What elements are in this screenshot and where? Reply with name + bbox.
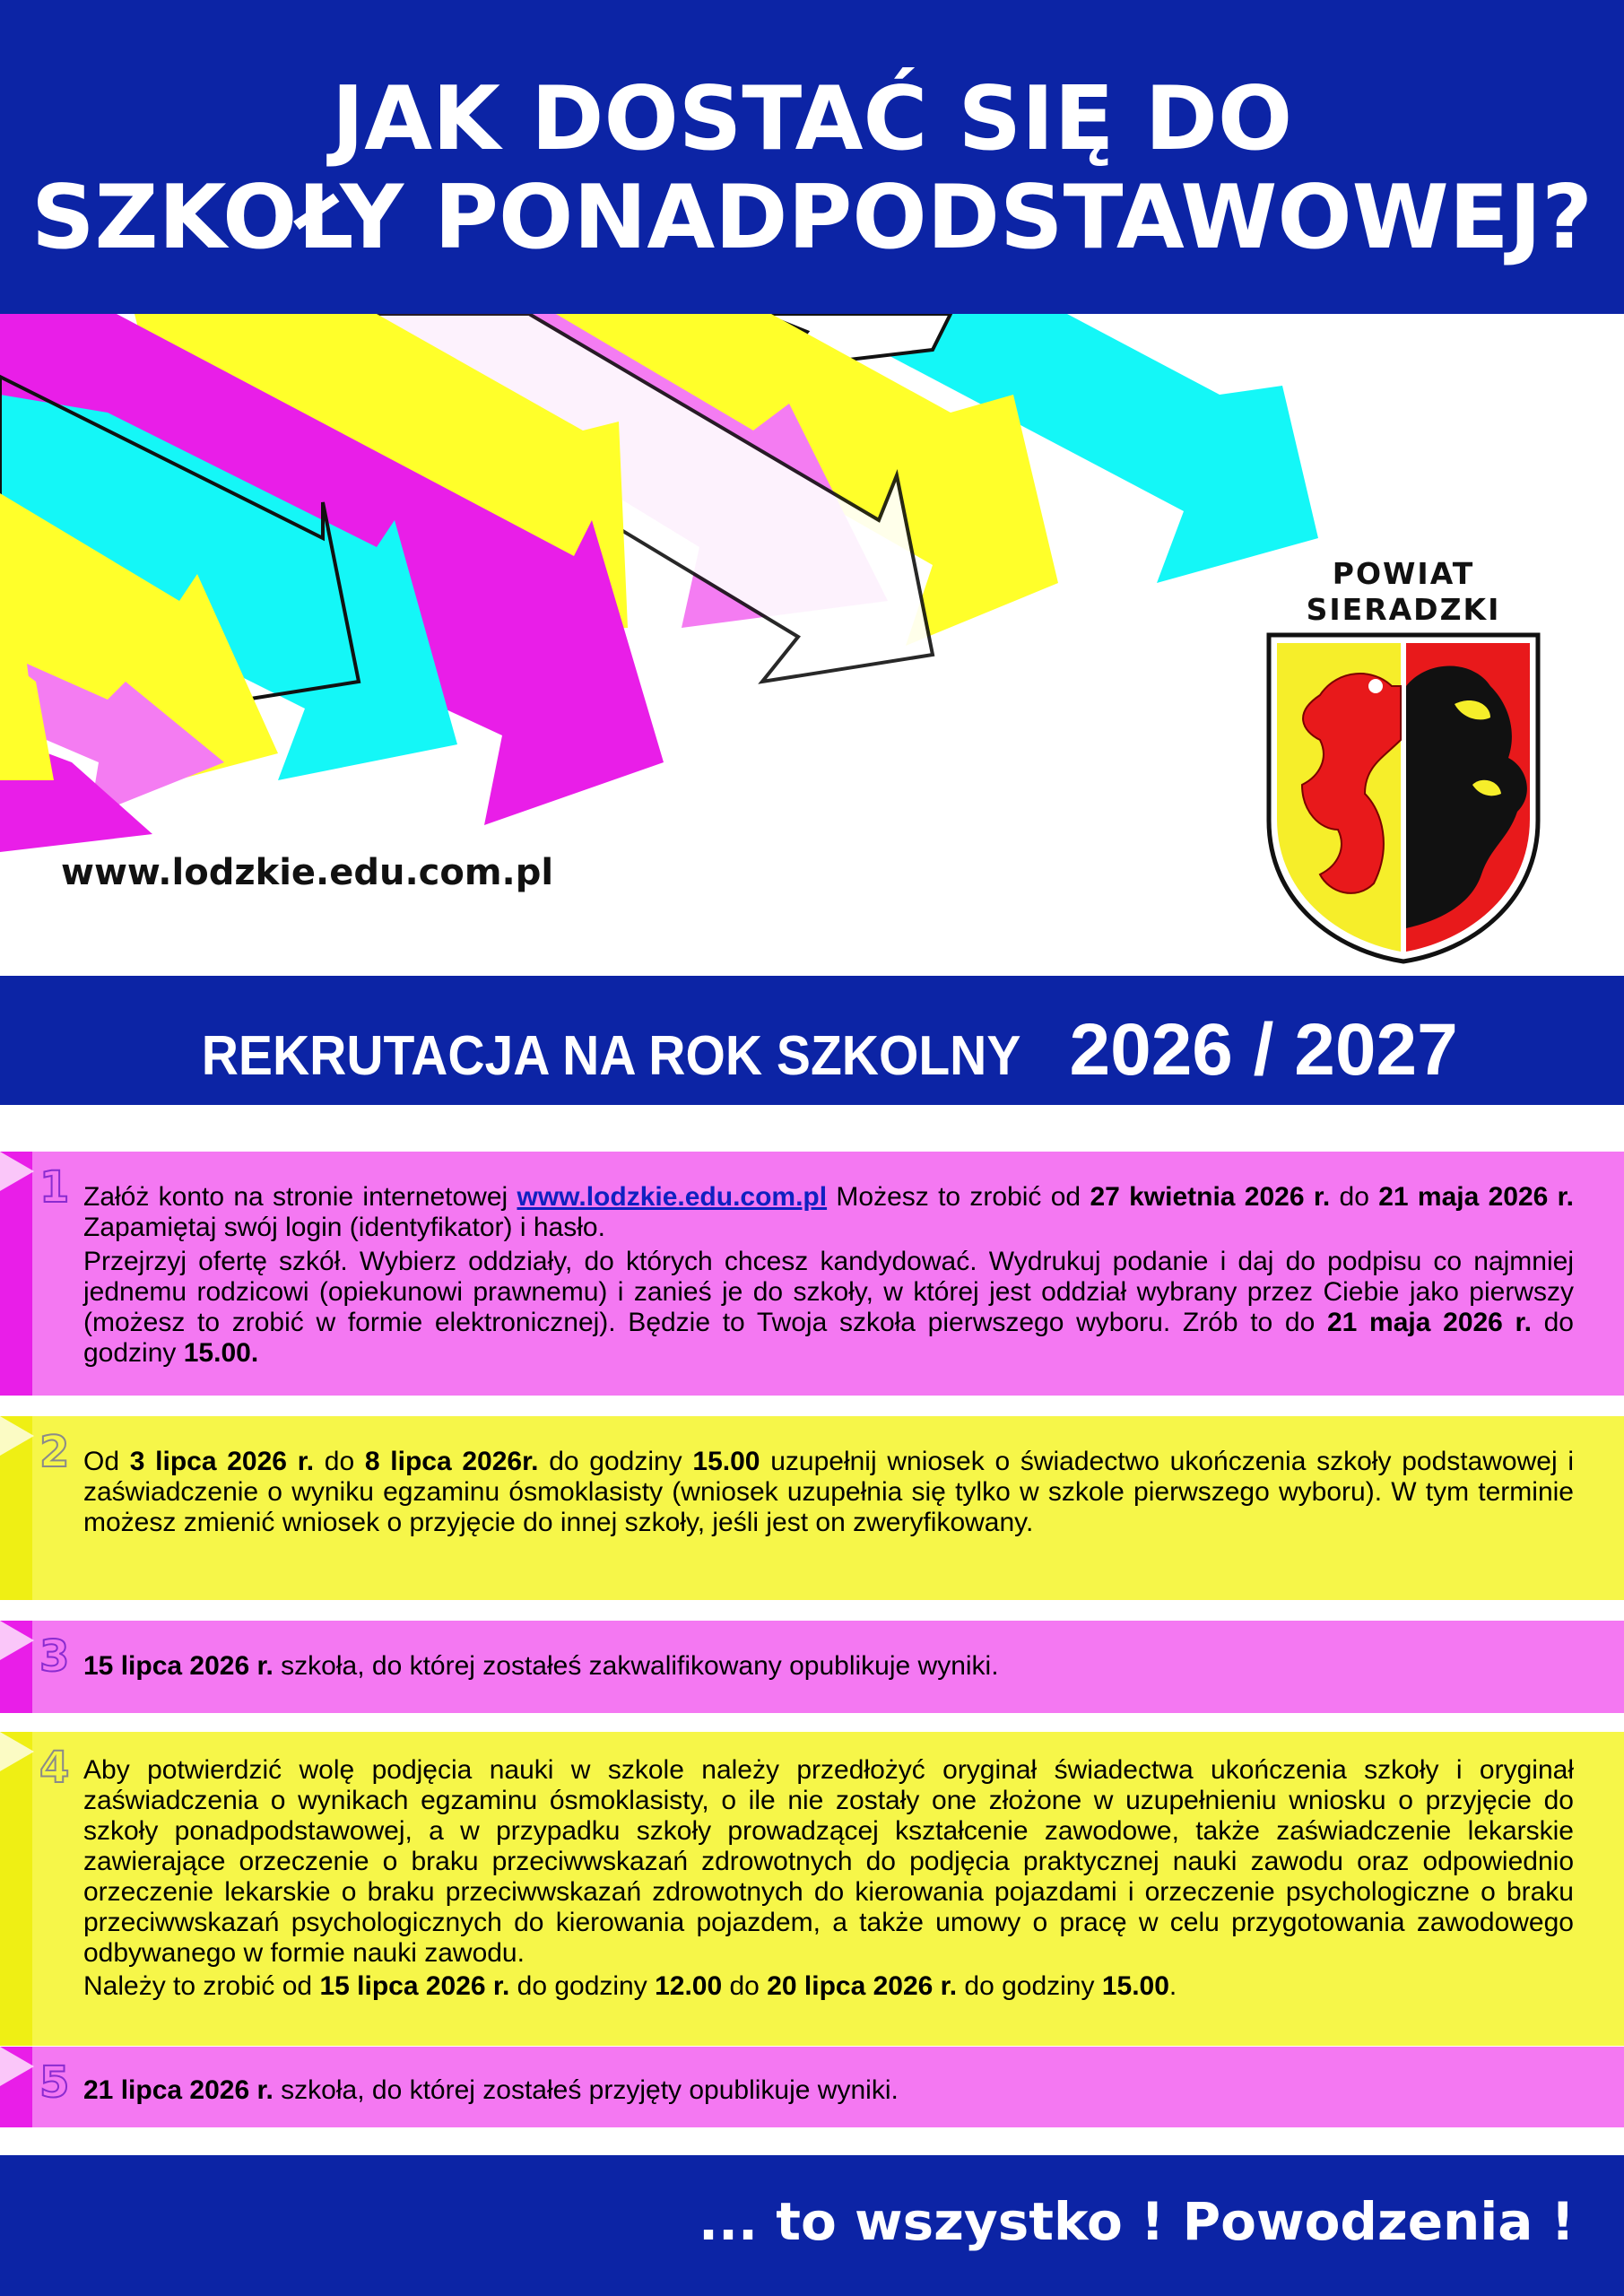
step-number: 5 [39,2057,70,2108]
step-number: 3 [39,1631,70,1682]
footer-text: ... to wszystko ! Powodzenia ! [698,2191,1575,2252]
step-arrow-icon [0,1416,34,1456]
footer-banner [0,2155,1624,2296]
step-5-text: 21 lipca 2026 r. szkoła, do której zostałeś przyjęty opublikuje wyniki. [83,2075,899,2105]
step-1 [0,1152,1624,1396]
step-number: 1 [39,1162,70,1213]
step-4-paragraph-2: Należy to zrobić od 15 lipca 2026 r. do godziny 12.00 do 20 lipca 2026 r. do godziny 15.00. [83,1971,1177,2001]
step-arrow-icon [0,2047,34,2086]
step-3-text: 15 lipca 2026 r. szkoła, do której zostałeś zakwalifikowany opublikuje wyniki. [83,1651,999,1681]
recruitment-banner [0,976,1624,1105]
step-1-paragraph-1: Załóż konto na stronie internetowej www.lodzkie.edu.com.pl Możesz to zrobić od 27 kwietnia 2026 r. do 21 maja 2026 r. Zapamiętaj swój login (identyfikator) i hasło. [83,1182,1574,1242]
recruitment-years: 2026 / 2027 [1069,1009,1458,1091]
step-2-text: Od 3 lipca 2026 r. do 8 lipca 2026r. do godziny 15.00 uzupełnij wniosek o świadectwo ukończenia szkoły podstawowej i zaświadczenie o wyniku egzaminu ósmoklasisty (wniosek uzupełnia się tylko w szkole pierwszego wyboru). W tym terminie możesz zmienić wniosek o przyjęcie do innej szkoły, jeśli jest on zweryfikowany. [83,1447,1575,1537]
coat-of-arms-icon [1266,632,1541,964]
step-arrow-icon [0,1152,34,1191]
step-4 [0,1732,1624,2046]
website-link[interactable]: www.lodzkie.edu.com.pl [517,1182,828,1212]
county-emblem [1260,556,1547,978]
step-stripe [0,1732,32,2046]
website-url[interactable]: www.lodzkie.edu.com.pl [61,852,554,893]
title-line-2: SZKOŁY PONADPODSTAWOWEJ? [30,167,1594,269]
title-line-1: JAK DOSTAĆ SIĘ DO [331,68,1293,170]
step-3 [0,1621,1624,1713]
step-1-paragraph-2: Przejrzyj ofertę szkół. Wybierz oddziały, do których chcesz kandydować. Wydrukuj podanie i daj do podpisu co najmniej jednemu rodzicowi (opiekunowi prawnemu) i zanieś je do szkoły, w której jest oddział wybrany przez Ciebie jako pierwszy (możesz to zrobić w formie elektronicznej). Będzie to Twoja szkoła pierwszego wyboru. Zrób to do 21 maja 2026 r. do godziny 15.00. [83,1247,1574,1368]
step-number: 2 [39,1427,70,1477]
recruitment-label: REKRUTACJA NA ROK SZKOLNY [202,1025,1021,1087]
step-4-paragraph-1: Aby potwierdzić wolę podjęcia nauki w szkole należy przedłożyć oryginał świadectwa ukończenia szkoły i oryginał zaświadczenia o wynikach egzaminu ósmoklasisty, o ile nie zostały one złożone w uzupełnieniu wniosku o przyjęcie do szkoły ponadpodstawowej, a w przypadku szkoły prowadzącej kształcenie zawodowe, także zaświadczenie lekarskie zawierające orzeczenie o braku przeciwwskazań zdrowotnych do podjęcia praktycznej nauki zawodu oraz odpowiednio orzeczenie lekarskie o braku przeciwwskazań zdrowotnych do kierowania pojazdami i orzeczenie psychologiczne o braku przeciwwskazań psychologicznych do kierowania pojazdem, a także umowy o pracę w celu przygotowania zawodowego odbywanego w formie nauki zawodu. [83,1755,1574,1968]
header-banner [0,0,1624,314]
emblem-line-1: POWIAT [1332,556,1475,591]
step-2 [0,1416,1624,1600]
step-number: 4 [39,1743,70,1793]
step-5 [0,2047,1624,2127]
emblem-line-2: SIERADZKI [1306,592,1501,627]
step-arrow-icon [0,1732,34,1771]
step-arrow-icon [0,1621,34,1660]
